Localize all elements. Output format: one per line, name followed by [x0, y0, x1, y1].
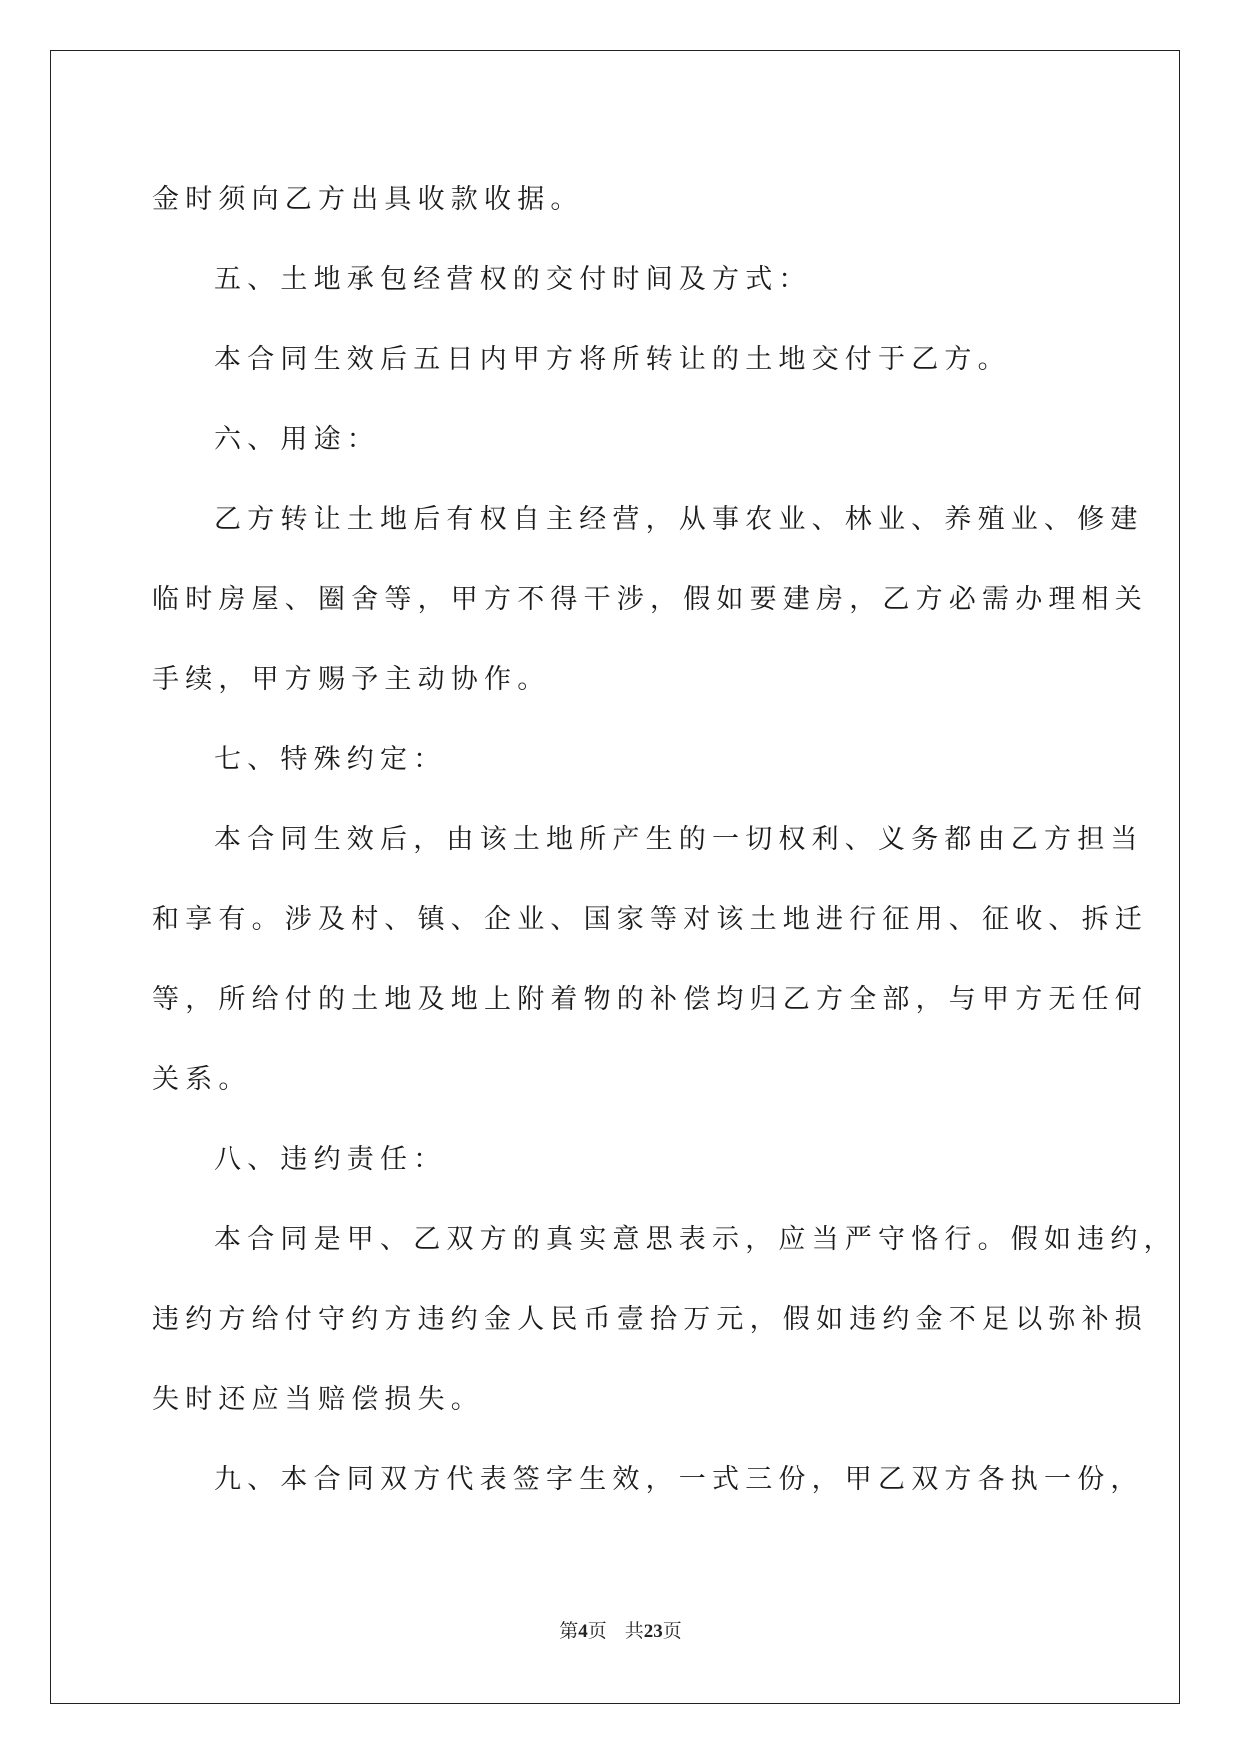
- paragraph-line: 关系。: [152, 1064, 252, 1095]
- paragraph-line: 金时须向乙方出具收款收据。: [152, 184, 584, 215]
- paragraph-line: 手续，甲方赐予主动协作。: [152, 664, 551, 695]
- paragraph-line: 本合同生效后，由该土地所产生的一切权利、义务都由乙方担当: [214, 824, 1144, 855]
- section-heading-usage: 六、用途：: [214, 424, 380, 455]
- paragraph-line: 本合同生效后五日内甲方将所转让的土地交付于乙方。: [214, 344, 1011, 375]
- section-heading-special-terms: 七、特殊约定：: [214, 744, 447, 775]
- section-heading-breach: 八、违约责任：: [214, 1144, 447, 1175]
- document-body: [152, 160, 1177, 1520]
- total-pages: 23: [643, 1621, 663, 1642]
- paragraph-line: 本合同是甲、乙双方的真实意思表示，应当严守恪行。假如违约，: [214, 1224, 1177, 1255]
- total-prefix: 共: [624, 1621, 644, 1642]
- section-heading-delivery: 五、土地承包经营权的交付时间及方式：: [214, 264, 812, 295]
- paragraph-line: 乙方转让土地后有权自主经营，从事农业、林业、养殖业、修建: [214, 504, 1144, 535]
- page-number: 4: [578, 1621, 588, 1642]
- page-footer: [0, 1616, 1241, 1643]
- page-suffix: 页: [587, 1621, 607, 1642]
- paragraph-line: 等，所给付的土地及地上附着物的补偿均归乙方全部，与甲方无任何: [152, 984, 1148, 1015]
- section-heading-signing: 九、本合同双方代表签字生效，一式三份，甲乙双方各执一份，: [214, 1464, 1144, 1495]
- paragraph-line: 违约方给付守约方违约金人民币壹拾万元，假如违约金不足以弥补损: [152, 1304, 1148, 1335]
- paragraph-line: 失时还应当赔偿损失。: [152, 1384, 484, 1415]
- page-prefix: 第: [559, 1621, 579, 1642]
- total-suffix: 页: [662, 1621, 682, 1642]
- paragraph-line: 和享有。涉及村、镇、企业、国家等对该土地进行征用、征收、拆迁: [152, 904, 1148, 935]
- paragraph-line: 临时房屋、圈舍等，甲方不得干涉，假如要建房，乙方必需办理相关: [152, 584, 1148, 615]
